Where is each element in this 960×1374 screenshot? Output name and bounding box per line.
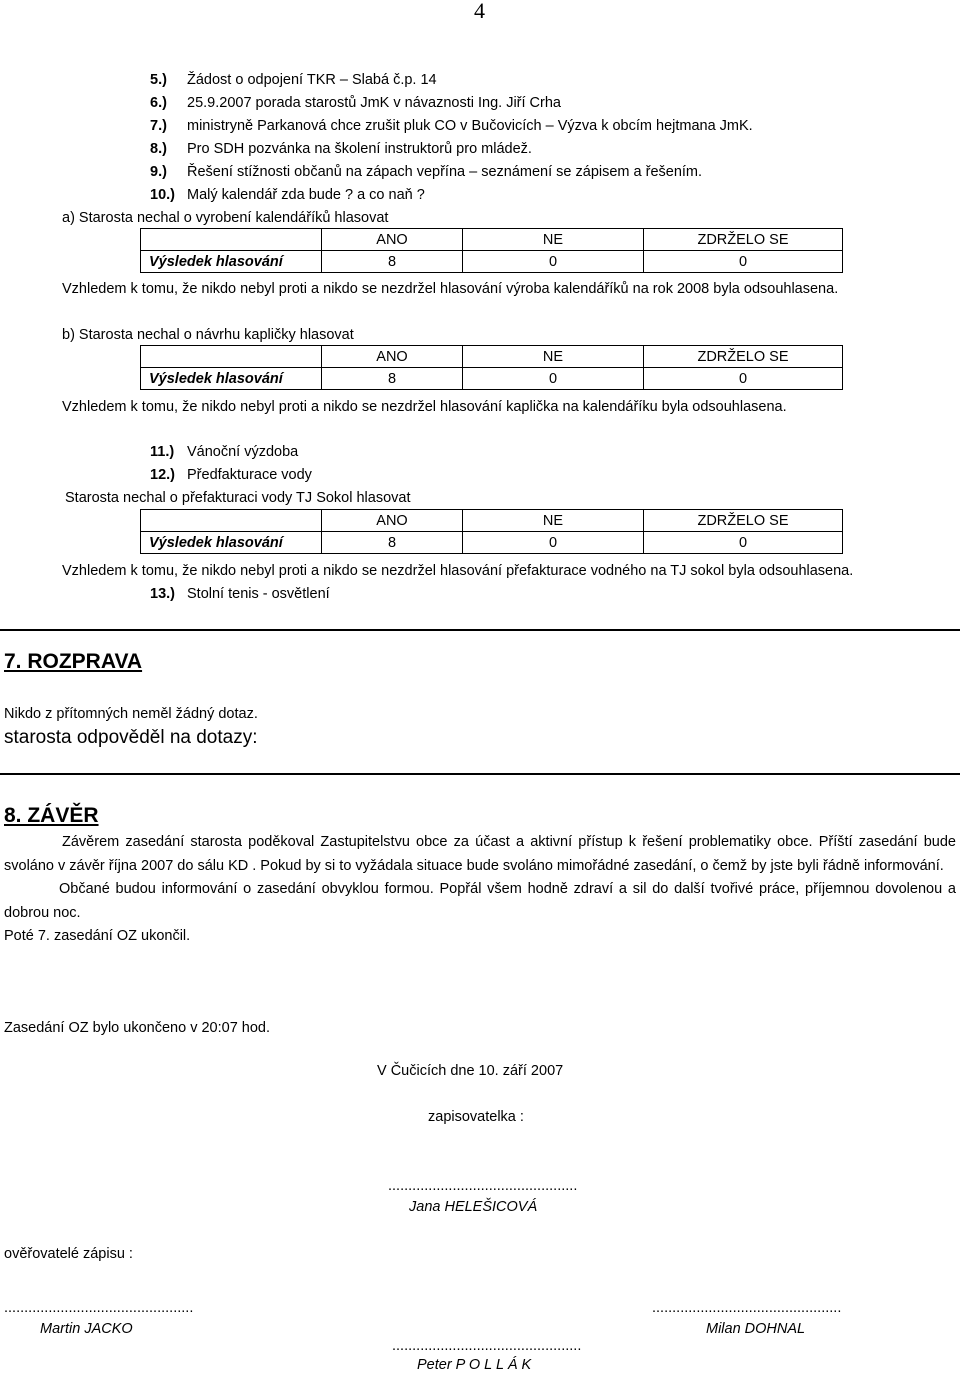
item-number: 9.): [150, 164, 167, 180]
item-number: 5.): [150, 72, 167, 88]
section-8-body: [4, 831, 956, 949]
signature-dots: ...............................................: [652, 1300, 842, 1316]
value-zdrzelo: 0: [644, 532, 843, 554]
item-text: Řešení stížnosti občanů na zápach vepřína – seznámení se zápisem a řešením.: [187, 164, 703, 180]
section-divider: [0, 629, 960, 631]
value-ne: 0: [463, 251, 644, 273]
header-ne: NE: [463, 346, 644, 368]
section-8-title: 8. ZÁVĚR: [4, 804, 99, 827]
section-8-paragraph: Občané budou informování o zasedání obvyklou formou. Popřál všem hodně zdraví a sil do další tvořivé práce, příjemnou dovolenou a dobrou noc.: [4, 881, 956, 921]
place-date: V Čučicích dne 10. září 2007: [377, 1063, 564, 1079]
header-zdrzelo: ZDRŽELO SE: [644, 229, 843, 251]
section-8-paragraph: Poté 7. zasedání OZ ukončil.: [4, 928, 191, 944]
item-number: 12.): [150, 467, 175, 483]
signature-dots: ...............................................: [388, 1178, 578, 1194]
header-ano: ANO: [322, 510, 463, 532]
header-ano: ANO: [322, 346, 463, 368]
vote-c-table: [140, 509, 843, 554]
item-number: 8.): [150, 141, 167, 157]
value-ano: 8: [322, 251, 463, 273]
value-zdrzelo: 0: [644, 251, 843, 273]
section-7-line1: Nikdo z přítomných neměl žádný dotaz.: [4, 706, 258, 722]
item-number: 10.): [150, 187, 175, 203]
verifier-3-name: Peter P O L L Á K: [417, 1357, 532, 1373]
item-text: Vánoční výzdoba: [187, 444, 299, 460]
value-ne: 0: [463, 368, 644, 390]
item-number: 6.): [150, 95, 167, 111]
header-zdrzelo: ZDRŽELO SE: [644, 346, 843, 368]
row-label: Výsledek hlasování: [141, 532, 322, 554]
header-ne: NE: [463, 510, 644, 532]
item-text: Předfakturace vody: [187, 467, 312, 483]
vote-b-table: [140, 345, 843, 390]
item-number: 13.): [150, 586, 175, 602]
closing-line: Zasedání OZ bylo ukončeno v 20:07 hod.: [4, 1020, 271, 1036]
verifier-1-name: Martin JACKO: [40, 1321, 133, 1337]
value-ano: 8: [322, 532, 463, 554]
vote-b-intro: b) Starosta nechal o návrhu kapličky hlasovat: [62, 327, 354, 343]
item-text: ministryně Parkanová chce zrušit pluk CO v Bučovicích – Výzva k obcím hejtmana JmK.: [187, 118, 753, 134]
vote-a-intro: a) Starosta nechal o vyrobení kalendáříků hlasovat: [62, 210, 389, 226]
row-label: Výsledek hlasování: [141, 368, 322, 390]
item-number: 11.): [150, 444, 175, 460]
header-ne: NE: [463, 229, 644, 251]
header-zdrzelo: ZDRŽELO SE: [644, 510, 843, 532]
signature-dots: ...............................................: [4, 1300, 194, 1316]
item-text: Žádost o odpojení TKR – Slabá č.p. 14: [187, 72, 437, 88]
section-7-title: 7. ROZPRAVA: [4, 650, 143, 673]
page-number: 4: [474, 0, 485, 23]
item-number: 7.): [150, 118, 167, 134]
item-text: Malý kalendář zda bude ? a co naň ?: [187, 187, 425, 203]
item-text: Stolní tenis - osvětlení: [187, 586, 330, 602]
value-ano: 8: [322, 368, 463, 390]
row-label: Výsledek hlasování: [141, 251, 322, 273]
section-divider: [0, 773, 960, 775]
recorder-label: zapisovatelka :: [428, 1109, 524, 1125]
recorder-name: Jana HELEŠICOVÁ: [409, 1199, 538, 1215]
section-8-paragraph: Závěrem zasedání starosta poděkoval Zastupitelstvu obce za účast a aktivní přístup k řešení problematiky obce. Příští zasedání bude svoláno v závěr října 2007 do sálu KD . Pokud by si to vyžádala situace bude svoláno mimořádné zasedání, o čemž by jste byli řádně informování.: [4, 834, 956, 874]
verifier-2-name: Milan DOHNAL: [706, 1321, 806, 1337]
item-text: Pro SDH pozvánka na školení instruktorů pro mládež.: [187, 141, 532, 157]
item-text: 25.9.2007 porada starostů JmK v návaznosti Ing. Jiří Crha: [187, 95, 561, 111]
vote-a-table: [140, 228, 843, 273]
signature-dots: ...............................................: [392, 1338, 582, 1354]
vote-c-intro: Starosta nechal o přefakturaci vody TJ Sokol hlasovat: [65, 490, 411, 506]
value-ne: 0: [463, 532, 644, 554]
header-ano: ANO: [322, 229, 463, 251]
section-7-line2: starosta odpověděl na dotazy:: [4, 727, 258, 748]
vote-a-result: Vzhledem k tomu, že nikdo nebyl proti a nikdo se nezdržel hlasování výroba kalendáříků na rok 2008 byla odsouhlasena.: [62, 281, 839, 297]
value-zdrzelo: 0: [644, 368, 843, 390]
vote-c-result: Vzhledem k tomu, že nikdo nebyl proti a nikdo se nezdržel hlasování přefakturace vodného na TJ sokol byla odsouhlasena.: [62, 563, 854, 579]
vote-b-result: Vzhledem k tomu, že nikdo nebyl proti a nikdo se nezdržel hlasování kaplička na kalendáříku byla odsouhlasena.: [62, 399, 787, 415]
verifiers-label: ověřovatelé zápisu :: [4, 1246, 133, 1262]
